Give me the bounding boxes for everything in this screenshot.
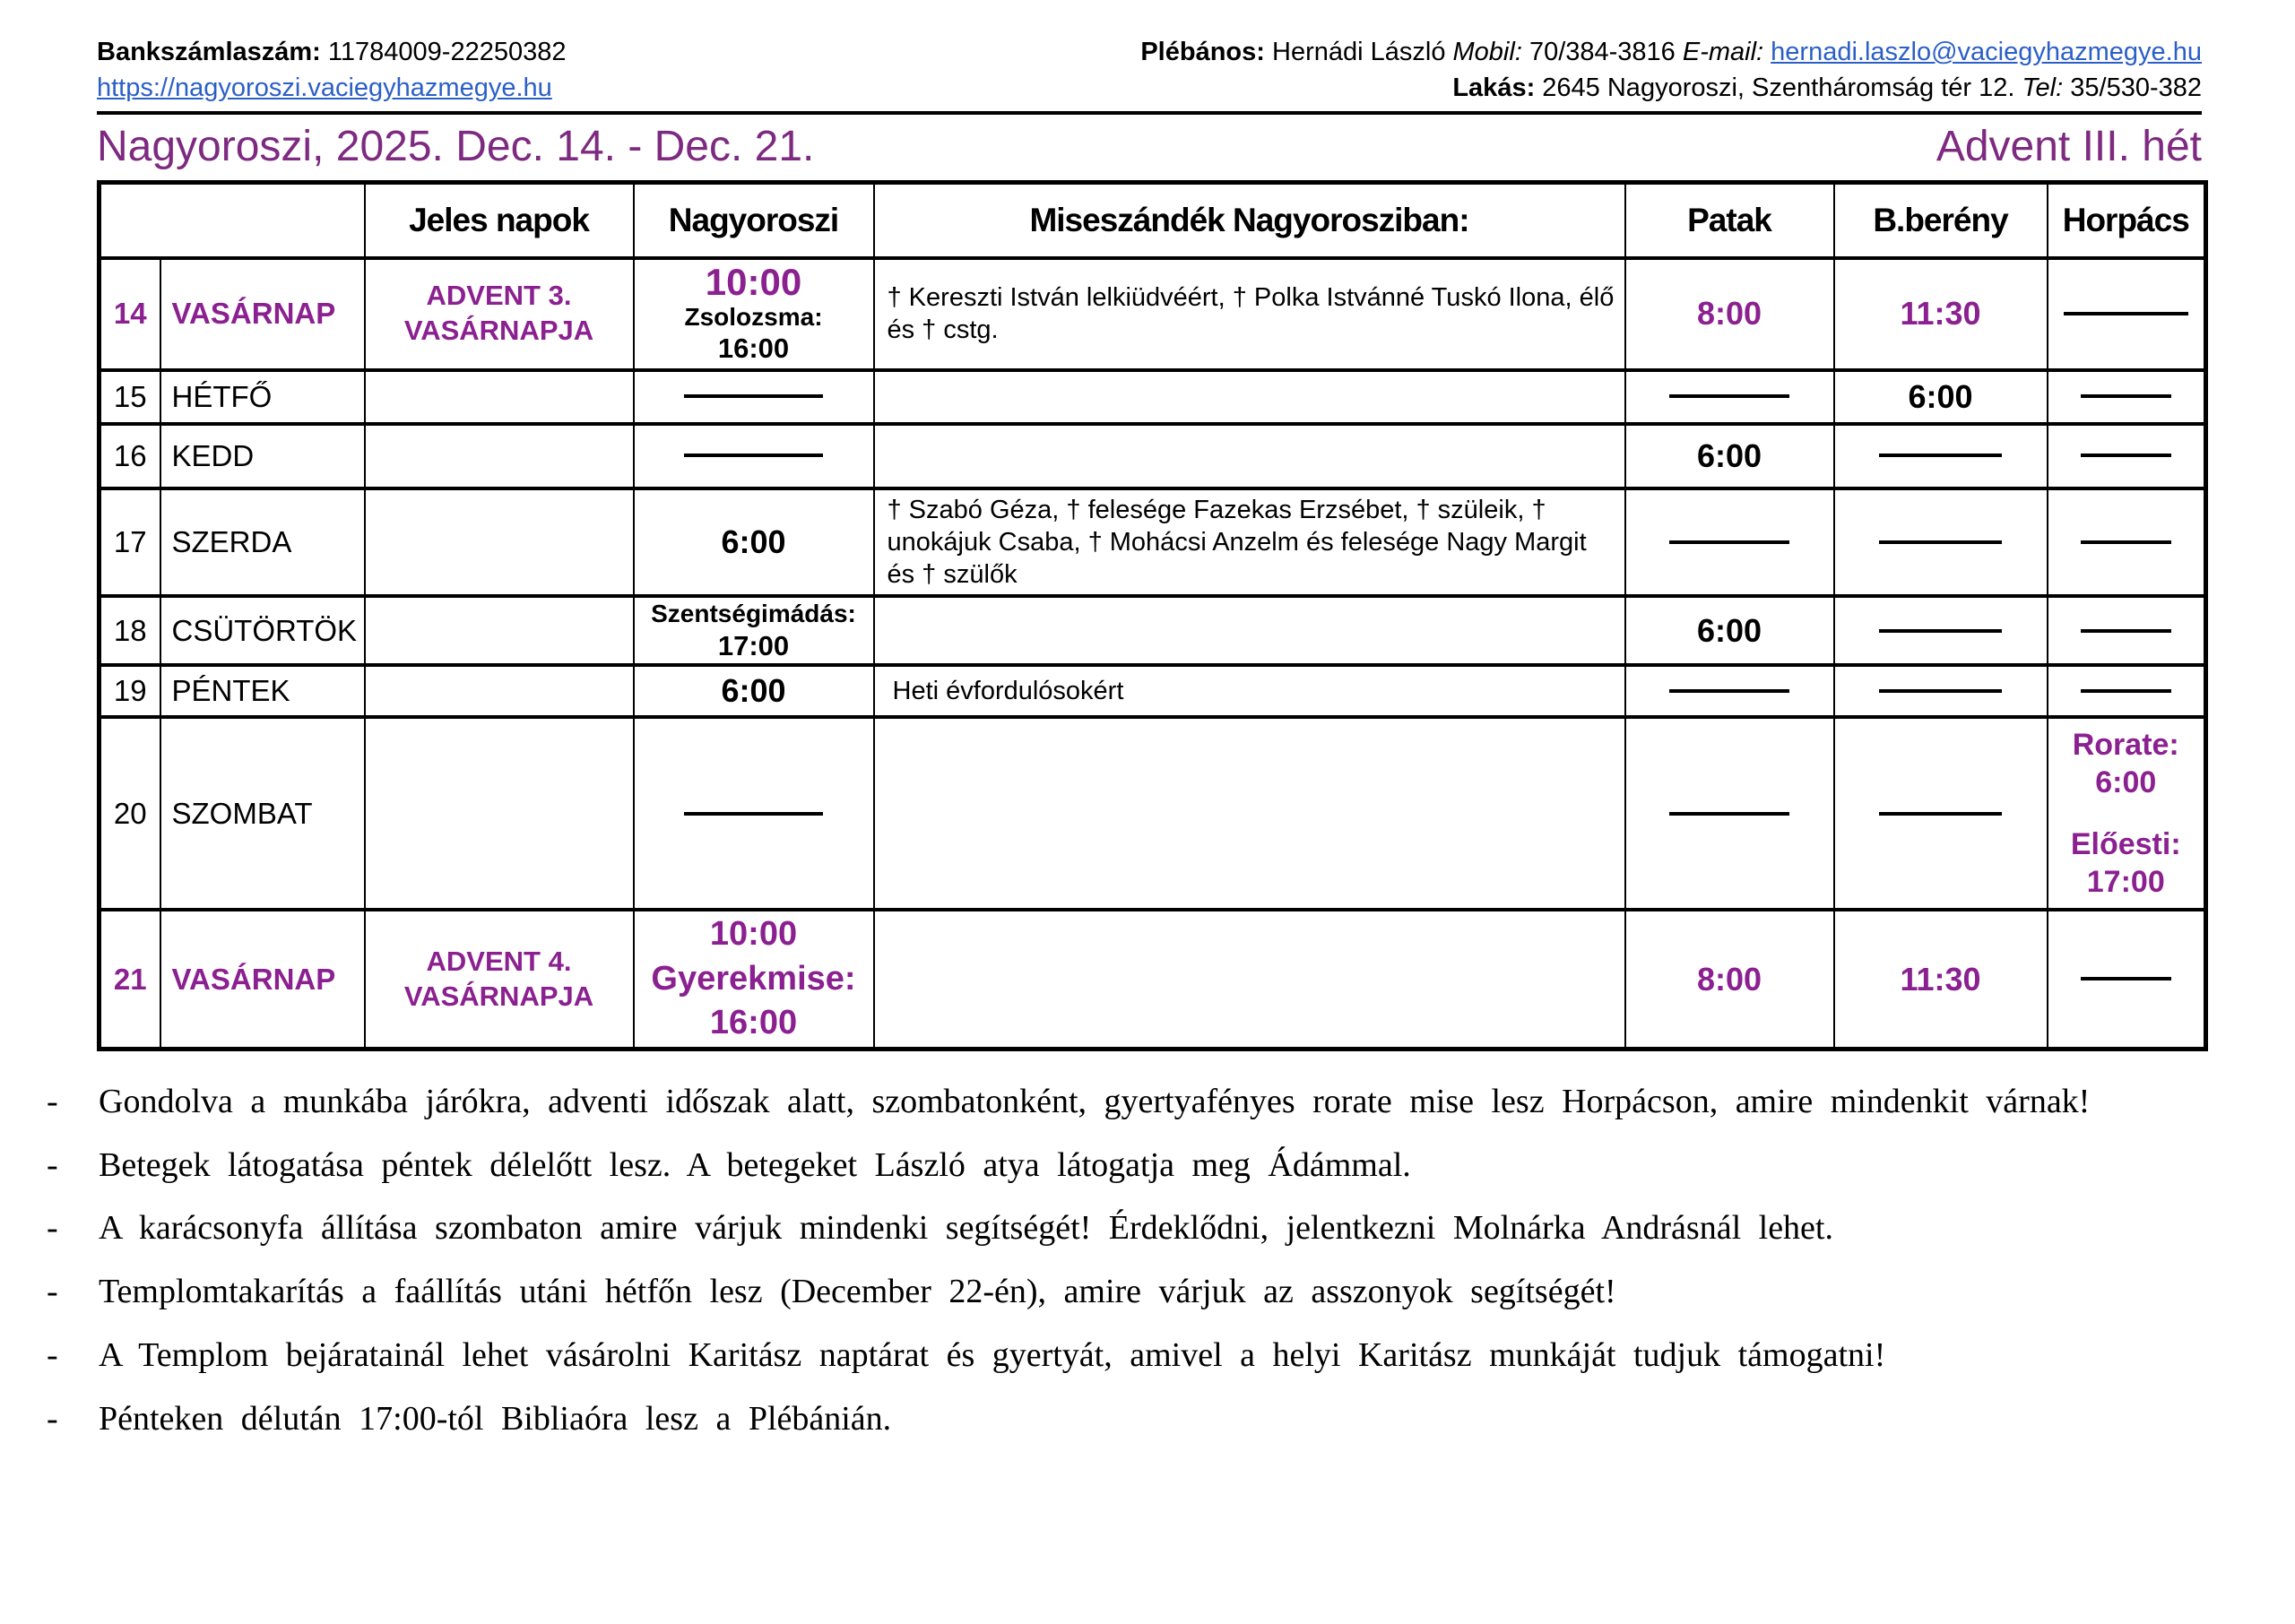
title-row [97,122,2202,171]
day-name: PÉNTEK [160,665,365,717]
announcement-item [41,1138,2193,1193]
horpacs-cell [2048,424,2206,488]
intention-cell [874,370,1625,424]
patak-cell [1625,717,1834,910]
day-name: KEDD [160,424,365,488]
list-dash-marker: - [47,1273,58,1311]
sub-label: Zsolozsma: [684,302,823,331]
horpacs-cell [2048,488,2206,597]
no-mass-dash [2064,312,2188,315]
intention-cell [874,488,1625,597]
day-number: 15 [100,370,160,424]
feast-line-1: ADVENT 3. [426,280,572,312]
announcement-item [41,1328,2193,1383]
announcement-text: Templomtakarítás a faállítás utáni hétfőn lesz (December 22-én), amire várjuk az asszonyok segítségét! [99,1273,1616,1311]
day-number: 19 [100,665,160,717]
email-link[interactable]: hernadi.laszlo@vaciegyhazmegye.hu [1771,38,2202,66]
horpacs-rorate-time: 6:00 [2095,765,2157,800]
no-mass-dash [684,394,822,398]
patak-cell: 8:00 [1625,258,1834,370]
tel-number: 35/530-382 [2070,73,2202,102]
day-name: SZOMBAT [160,717,365,910]
day-name: CSÜTÖRTÖK [160,596,365,665]
mass-time: 10:00 [705,260,802,303]
table-row-18 [100,596,2206,665]
feast-cell [365,910,634,1049]
announcement-item [41,1075,2193,1129]
nagyoroszi-cell [634,424,874,488]
no-mass-dash [2081,394,2171,398]
feast-cell [365,424,634,488]
mobile-label: Mobil: [1452,38,1522,66]
horpacs-cell [2048,258,2206,370]
intention-text: † Szabó Géza, † felesége Fazekas Erzsébet, † szüleik, † unokájuk Csaba, † Mohácsi Anzelm és felesége Nagy Margit és † szülők [887,495,1587,589]
day-number: 21 [100,910,160,1049]
patak-cell: 6:00 [1625,424,1834,488]
horpacs-cell [2048,370,2206,424]
nagyoroszi-cell: 6:00 [634,488,874,597]
bbereny-cell: 11:30 [1834,258,2048,370]
announcements-list [41,1075,2193,1447]
intention-text: Heti évfordulósokért [892,677,1124,706]
announcement-item [41,1201,2193,1256]
horpacs-rorate-label: Rorate: [2072,727,2179,762]
feast-line-1: ADVENT 4. [426,945,572,977]
no-mass-dash [2081,689,2171,693]
nagyoroszi-cell: 6:00 [634,665,874,717]
feast-cell [365,370,634,424]
website-line [97,70,566,106]
list-dash-marker: - [47,1335,58,1374]
announcement-text: Gondolva a munkába járókra, adventi időszak alatt, szombatonként, gyertyafényes rorate mise lesz Horpácson, amire mindenkit várnak! [99,1082,2091,1120]
home-label: Lakás: [1452,73,1536,102]
website-link[interactable]: https://nagyoroszi.vaciegyhazmegye.hu [97,73,552,102]
no-mass-dash [2081,629,2171,633]
table-row-15 [100,370,2206,424]
patak-cell: 6:00 [1625,596,1834,665]
day-number: 17 [100,488,160,597]
feast-cell [365,488,634,597]
sub-label: Szentségimádás: [651,600,856,628]
feast-line-2: VASÁRNAPJA [403,315,594,346]
table-row-19 [100,665,2206,717]
table-row-20 [100,717,2206,910]
intention-cell [874,596,1625,665]
feast-line-2: VASÁRNAPJA [403,980,594,1012]
spacer [2048,802,2204,825]
patak-cell [1625,488,1834,597]
children-mass-label: Gyerekmise: [651,959,856,998]
feast-cell [365,596,634,665]
bbereny-cell [1834,717,2048,910]
no-mass-dash [684,812,822,816]
no-mass-dash [1669,540,1789,544]
announcement-text: Pénteken délután 17:00-tól Bibliaóra lesz a Plébánián. [99,1399,892,1438]
patak-cell: 8:00 [1625,910,1834,1049]
intention-cell [874,910,1625,1049]
contact-left [97,34,566,106]
tel-label: Tel: [2022,73,2064,102]
announcement-text: A Templom bejáratainál lehet vásárolni Karitász naptárat és gyertyát, amivel a helyi Karitász munkáját tudjuk támogatni! [99,1335,1886,1374]
intention-cell [874,424,1625,488]
no-mass-dash [1879,689,2002,693]
bbereny-cell: 11:30 [1834,910,2048,1049]
priest-line [1140,34,2202,70]
nagyoroszi-cell [634,596,874,665]
mass-time: 10:00 [709,915,798,954]
contact-right [1140,34,2202,106]
home-line [1140,70,2202,106]
sub-time: 16:00 [717,333,790,365]
priest-name: Hernádi László [1272,38,1446,66]
feast-cell [365,665,634,717]
list-dash-marker: - [47,1082,58,1120]
horpacs-cell [2048,596,2206,665]
day-number: 18 [100,596,160,665]
intention-cell [874,665,1625,717]
bbereny-cell [1834,665,2048,717]
intention-cell [874,717,1625,910]
priest-label: Plébános: [1140,38,1265,66]
no-mass-dash [1669,812,1789,816]
no-mass-dash [2081,977,2171,980]
horpacs-cell [2048,665,2206,717]
day-number: 16 [100,424,160,488]
day-name: SZERDA [160,488,365,597]
horpacs-vigil-label: Előesti: [2070,826,2181,861]
day-name: VASÁRNAP [160,910,365,1049]
bbereny-cell [1834,488,2048,597]
table-header-row [100,183,2206,258]
table-row-17 [100,488,2206,597]
bbereny-cell [1834,424,2048,488]
header-patak: Patak [1625,183,1834,258]
no-mass-dash [1669,394,1789,398]
bank-account-line [97,34,566,70]
no-mass-dash [1879,629,2002,633]
no-mass-dash [1669,689,1789,693]
patak-cell [1625,370,1834,424]
header-jeles-napok: Jeles napok [365,183,634,258]
no-mass-dash [684,454,822,457]
email-label: E-mail: [1682,38,1764,66]
no-mass-dash [1879,454,2002,457]
intention-cell [874,258,1625,370]
day-name: HÉTFŐ [160,370,365,424]
header-divider [97,111,2202,115]
announcement-text: Betegek látogatása péntek délelőtt lesz. A betegeket László atya látogatja meg Ádámmal. [99,1145,1411,1184]
horpacs-cell [2048,717,2206,910]
bbereny-cell [1834,596,2048,665]
feast-cell [365,717,634,910]
header-bbereny: B.berény [1834,183,2048,258]
nagyoroszi-cell [634,910,874,1049]
mass-schedule-table [97,180,2208,1051]
sub-time: 17:00 [717,629,790,661]
list-dash-marker: - [47,1145,58,1184]
header-empty [100,183,365,258]
table-row-21 [100,910,2206,1049]
header-miseszandek: Miseszándék Nagyorosziban: [874,183,1625,258]
home-address: 2645 Nagyoroszi, Szentháromság tér 12. [1542,73,2015,102]
page-title: Nagyoroszi, 2025. Dec. 14. - Dec. 21. [97,123,815,170]
patak-cell [1625,665,1834,717]
nagyoroszi-cell [634,370,874,424]
announcement-item [41,1392,2193,1447]
mobile-number: 70/384-3816 [1529,38,1676,66]
list-dash-marker: - [47,1399,58,1438]
nagyoroszi-cell [634,717,874,910]
feast-cell [365,258,634,370]
no-mass-dash [1879,812,2002,816]
list-dash-marker: - [47,1209,58,1248]
horpacs-cell [2048,910,2206,1049]
no-mass-dash [2081,454,2171,457]
horpacs-vigil-time: 17:00 [2086,865,2165,900]
no-mass-dash [1879,540,2002,544]
announcement-item [41,1265,2193,1319]
bbereny-cell: 6:00 [1834,370,2048,424]
week-label: Advent III. hét [1936,123,2202,170]
contact-header [97,34,2202,106]
announcement-text: A karácsonyfa állítása szombaton amire várjuk mindenki segítségét! Érdeklődni, jelentkezni Molnárka Andrásnál lehet. [99,1209,1833,1248]
header-nagyoroszi: Nagyoroszi [634,183,874,258]
header-horpacs: Horpács [2048,183,2206,258]
day-name: VASÁRNAP [160,258,365,370]
no-mass-dash [2081,540,2171,544]
table-row-14 [100,258,2206,370]
children-mass-time: 16:00 [709,1004,798,1042]
intention-text: † Kereszti István lelkiüdvéért, † Polka Istvánné Tuskó Ilona, élő és † cstg. [887,282,1615,344]
day-number: 20 [100,717,160,910]
day-number: 14 [100,258,160,370]
nagyoroszi-cell [634,258,874,370]
table-row-16 [100,424,2206,488]
bank-label: Bankszámlaszám: [97,38,321,66]
bank-number: 11784009-22250382 [327,38,567,66]
